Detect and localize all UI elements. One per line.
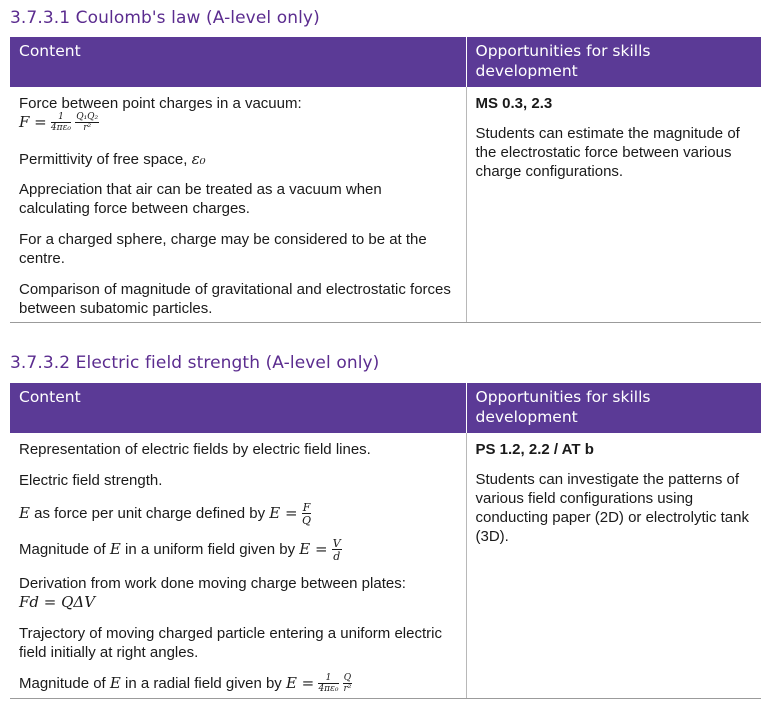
header-skills: Opportunities for skills development	[466, 37, 761, 87]
fraction-constant: $\frac{1}{\text{4πε₀}}$	[50, 112, 72, 134]
field-strength-text: Electric field strength.	[19, 472, 163, 489]
header-content: Content	[10, 383, 466, 433]
section-title-electric-field: 3.7.3.2 Electric field strength (A-level only)	[10, 353, 380, 373]
table-row	[10, 433, 761, 699]
table-header-row	[10, 383, 761, 433]
skills-code: MS 0.3, 2.3	[475, 95, 553, 112]
skills-code: PS 1.2, 2.2 / AT b	[475, 441, 594, 458]
trajectory-text: Trajectory of moving charged particle entering a uniform electric field initially at right angles.	[19, 625, 442, 661]
section-title-coulombs-law: 3.7.3.1 Coulomb's law (A-level only)	[10, 8, 320, 28]
radial-field-line: Magnitude of E in a radial field given by E = $\frac{1}{\text{4πε₀}}$ $\frac{Q}{\text{r²}}$	[19, 673, 352, 695]
air-vacuum-text: Appreciation that air can be treated as a vacuum when calculating force between charges.	[19, 181, 382, 218]
header-skills: Opportunities for skills development	[466, 383, 761, 433]
content-cell	[10, 433, 466, 699]
coulomb-formula	[19, 113, 457, 133]
formula-lhs: F =	[19, 113, 47, 131]
table-row	[10, 87, 761, 323]
derivation-line: Derivation from work done moving charge between plates: Fd = QΔV	[19, 575, 406, 611]
table-header-row	[10, 37, 761, 87]
charged-sphere-text: For a charged sphere, charge may be considered to be at the centre.	[19, 231, 427, 268]
force-intro: Force between point charges in a vacuum:	[19, 95, 302, 112]
comparison-text: Comparison of magnitude of gravitational and electrostatic forces between subatomic particles.	[19, 281, 451, 318]
header-content: Content	[10, 37, 466, 87]
uniform-field-line: Magnitude of E in a uniform field given by E = $\frac{V}{d}$	[19, 537, 341, 563]
e-force-line: E as force per unit charge defined by E = $\frac{F}{Q}$	[19, 501, 312, 527]
fraction-charges: $\frac{\text{Q₁Q₂}}{\text{r²}}$	[76, 112, 99, 134]
permittivity-line: Permittivity of free space, ε₀	[19, 150, 206, 169]
skills-cell	[466, 87, 761, 323]
coulombs-law-table	[10, 37, 761, 323]
fraction-q-over-r2: $\frac{Q}{\text{r²}}$	[343, 673, 352, 695]
fraction-f-over-q: $\frac{F}{Q}$	[302, 501, 312, 527]
skills-description: Students can investigate the patterns of various field configurations using conducting paper (2D) or electrolytic tank (3D).	[475, 471, 749, 545]
content-cell	[10, 87, 466, 323]
fraction-v-over-d: $\frac{V}{d}$	[332, 537, 341, 563]
skills-description: Students can estimate the magnitude of the electrostatic force between various charge configurations.	[475, 125, 740, 180]
electric-field-table	[10, 383, 761, 699]
field-lines-text: Representation of electric fields by electric field lines.	[19, 441, 371, 458]
fraction-constant: $\frac{1}{\text{4πε₀}}$	[318, 673, 339, 695]
skills-cell	[466, 433, 761, 699]
